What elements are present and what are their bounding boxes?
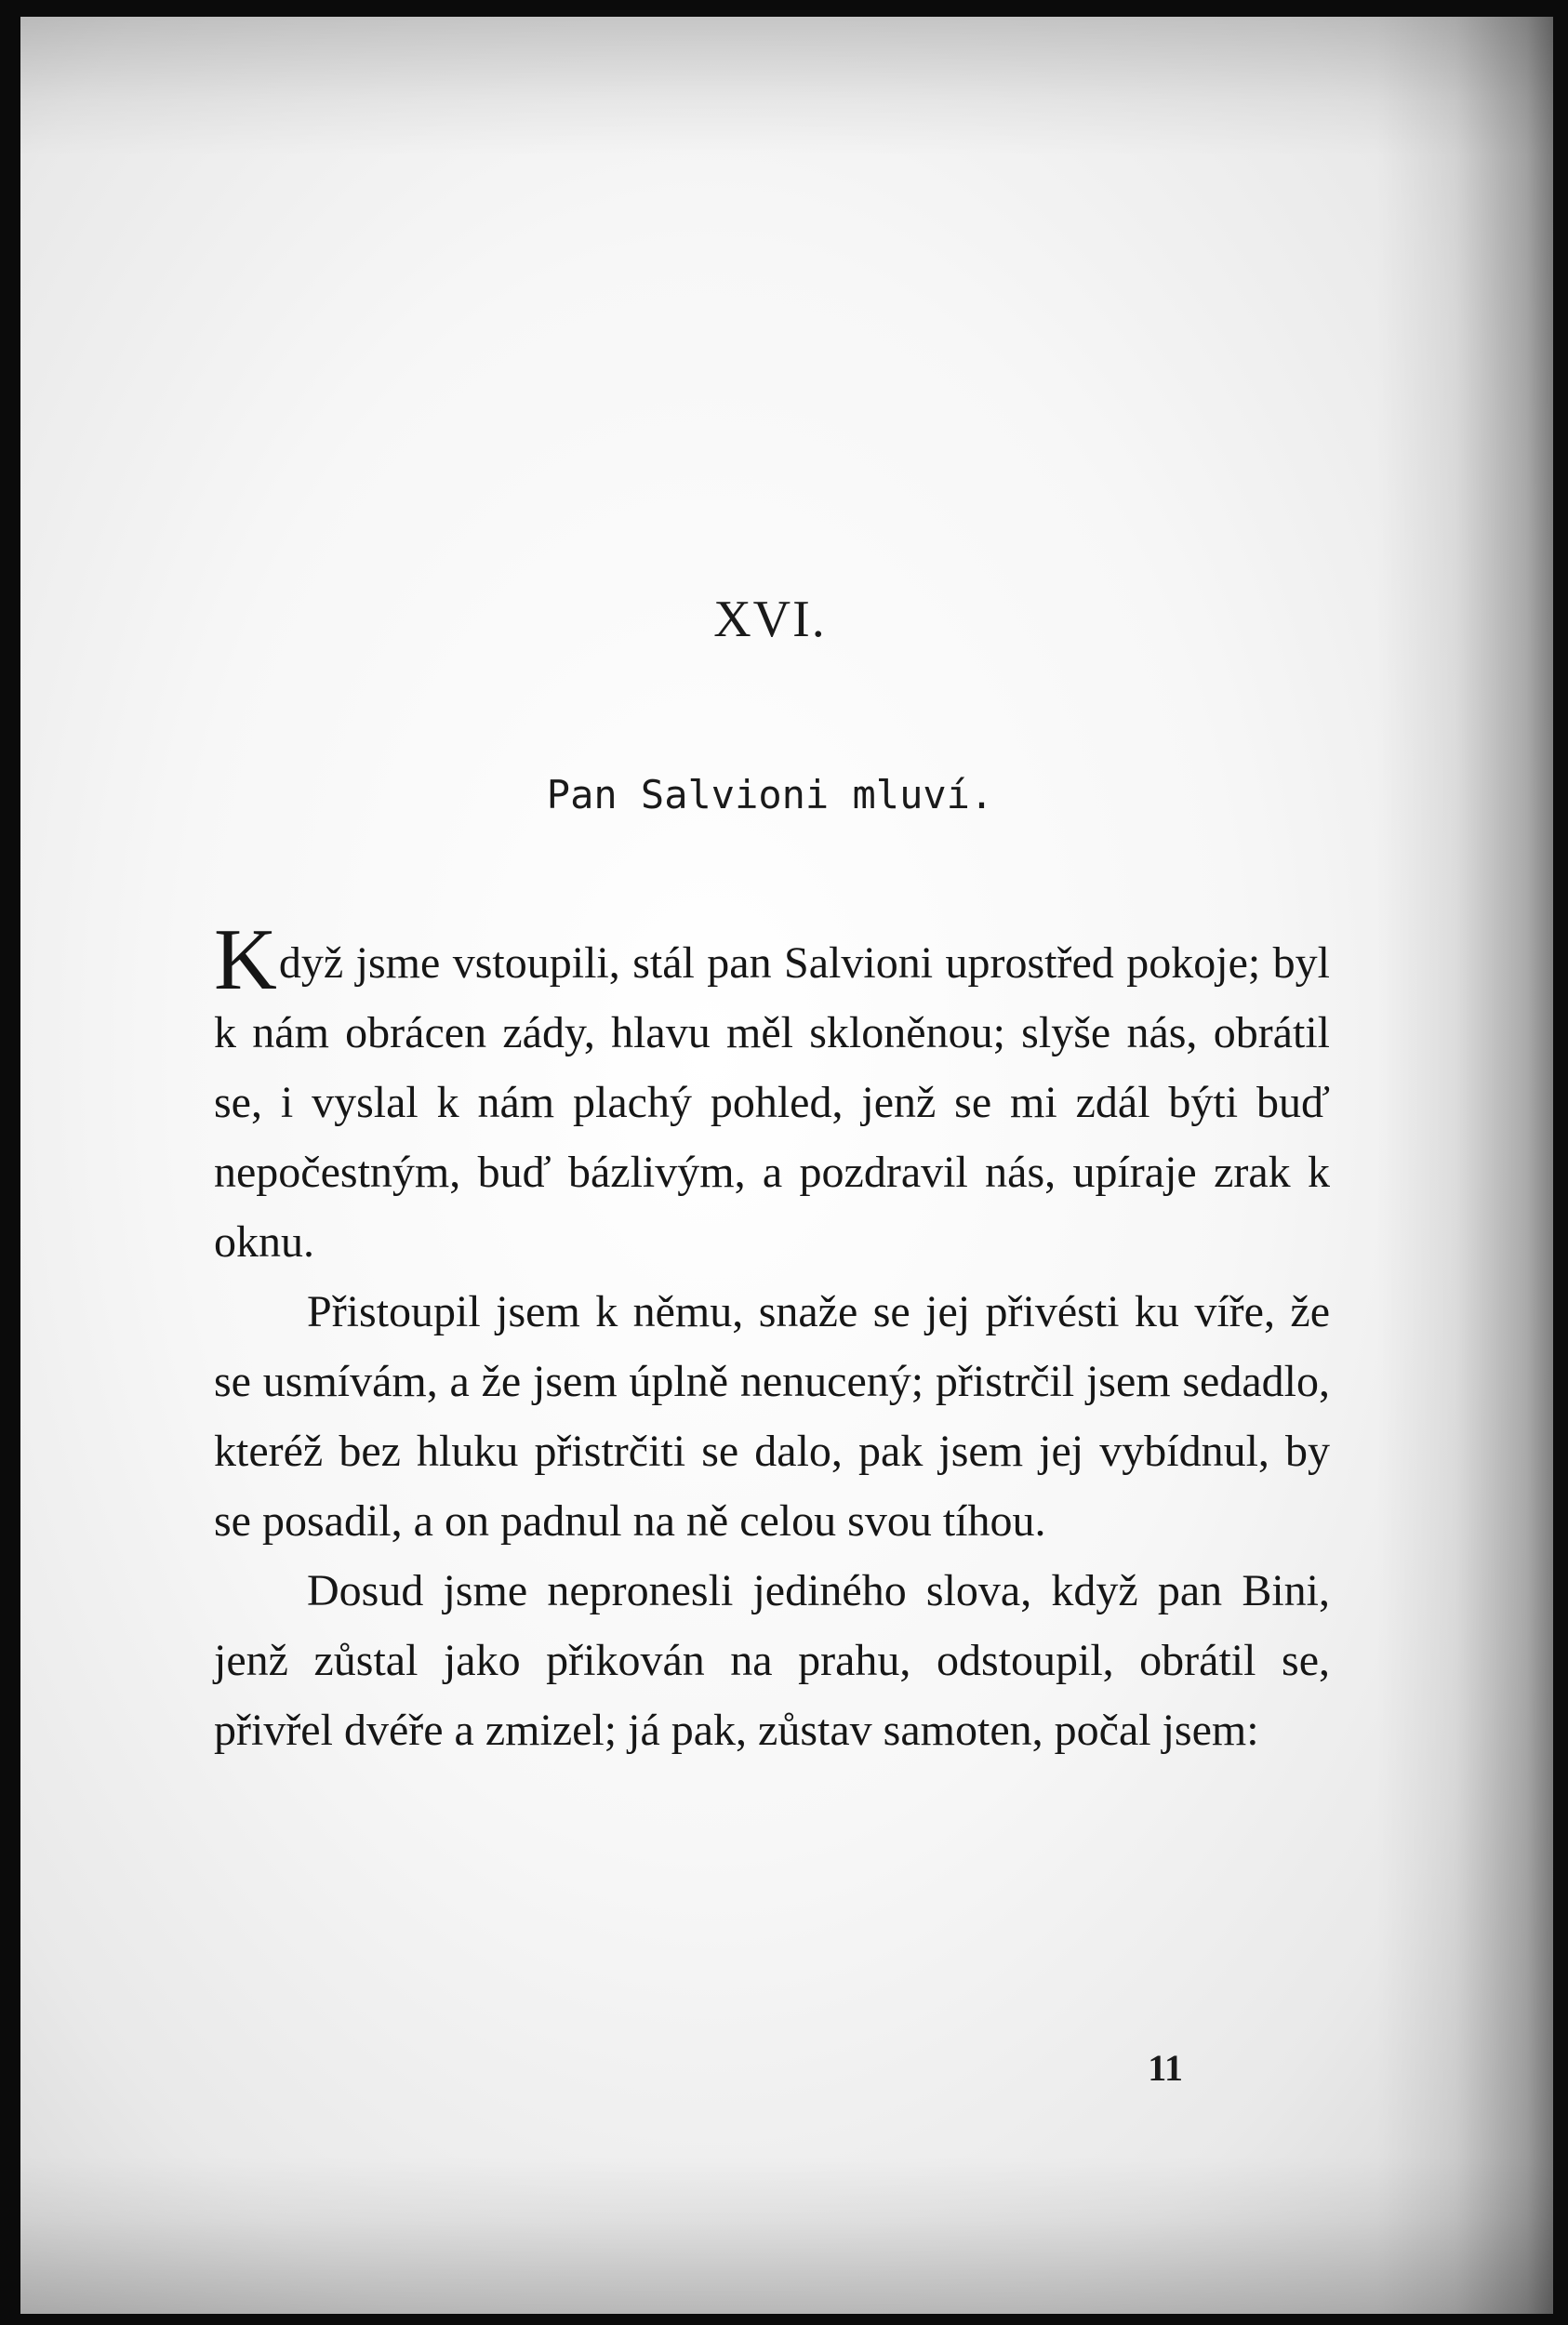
chapter-number: XVI.	[713, 591, 827, 648]
body-text	[214, 911, 1330, 1765]
paragraph-1	[214, 911, 1330, 1277]
paragraph-3: Dosud jsme nepronesli jediného slova, když pan Bini, jenž zůstal jako přikován na prahu, odstoupil, obrátil se, přivřel dvéře a zmizel; já pak, zůstav samoten, počal jsem:	[214, 1566, 1330, 1755]
right-shadow	[1376, 17, 1553, 2314]
paragraph-2: Přistoupil jsem k němu, snaže se jej přivésti ku víře, že se usmívám, a že jsem úplně nenucený; přistrčil jsem sedadlo, kteréž bez hluku přistrčiti se dalo, pak jsem jej vybídnul, by se posadil, a on padnul na ně celou svou tíhou.	[214, 1287, 1330, 1546]
bottom-shadow	[20, 2156, 1553, 2314]
page-number: 11	[1148, 2047, 1183, 2089]
paragraph-1-text: dyž jsme vstoupili, stál pan Salvioni uprostřed pokoje; byl k nám obrácen zády, hlavu měl skloněnou; slyše nás, obrátil se, i vyslal k nám plachý pohled, jenž se mi zdál býti buď nepočestným, buď bázlivým, a pozdravil nás, upíraje zrak k oknu.	[214, 938, 1330, 1267]
drop-cap-initial: K	[214, 911, 277, 1008]
paper-sheet	[20, 17, 1553, 2314]
top-shadow	[20, 17, 1553, 156]
chapter-title: Pan Salvioni mluví.	[546, 772, 994, 817]
